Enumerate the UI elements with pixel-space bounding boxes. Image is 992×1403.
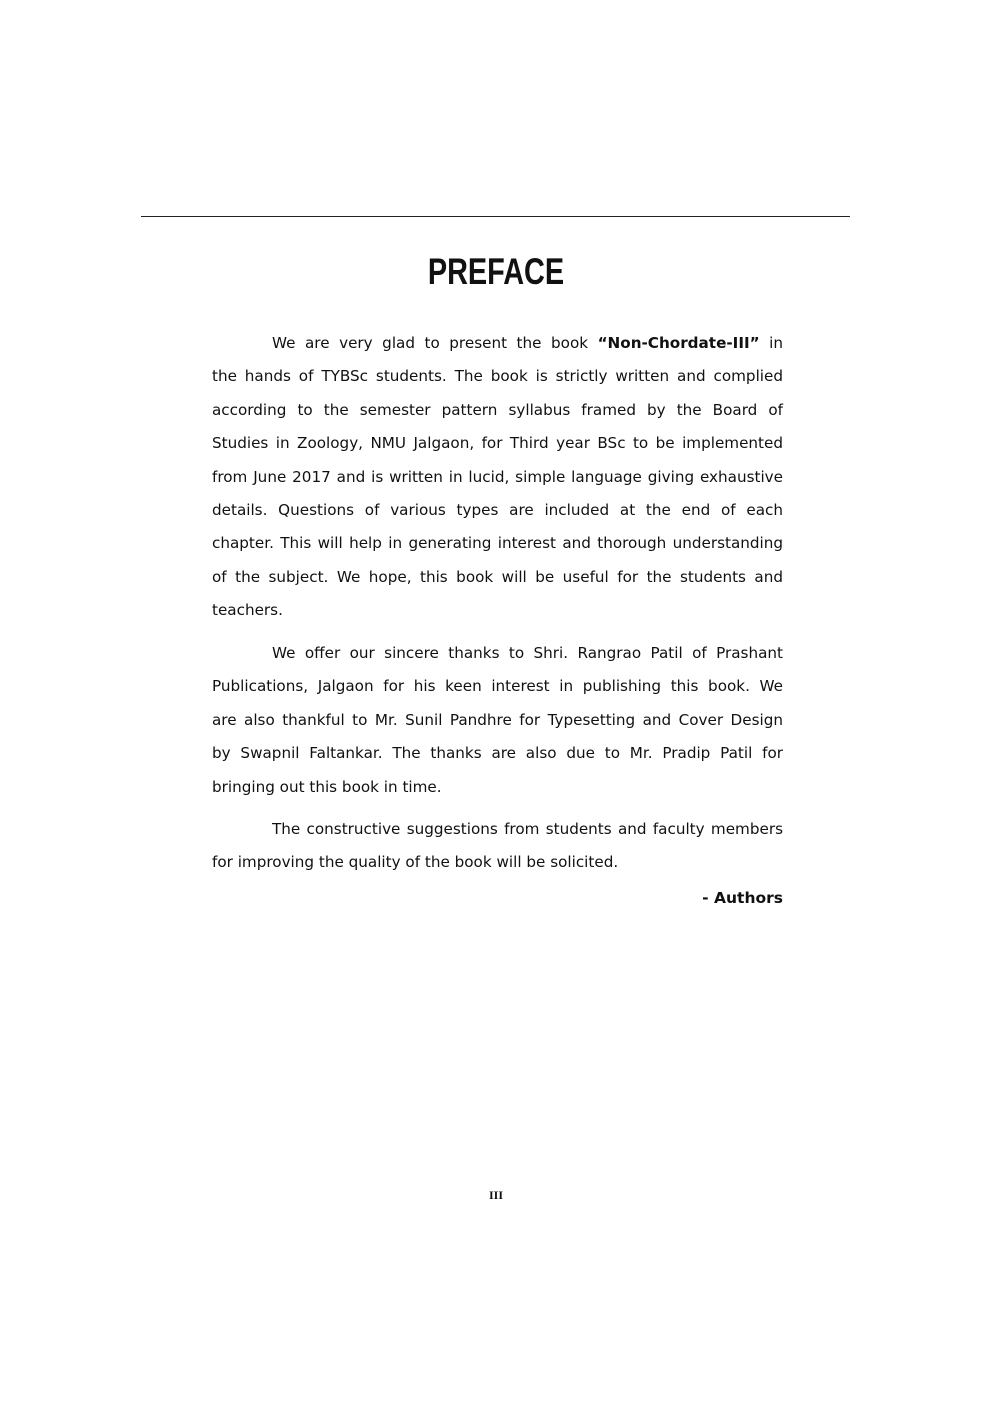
page-title: PREFACE <box>427 251 565 292</box>
header-rule <box>141 216 850 217</box>
text-line: of the subject. We hope, this book will be useful for the students and <box>212 567 783 586</box>
signature: - Authors <box>702 889 783 907</box>
text-line: The constructive suggestions from students and faculty members <box>272 820 783 838</box>
text-line: Publications, Jalgaon for his keen interest in publishing this book. We <box>212 677 783 696</box>
text-line: for improving the quality of the book will be solicited. <box>212 853 619 872</box>
text-line: the hands of TYBSc students. The book is strictly written and complied <box>212 367 783 386</box>
text-line: Studies in Zoology, NMU Jalgaon, for Third year BSc to be implemented <box>212 434 783 453</box>
paragraph-suggestions <box>212 813 783 880</box>
text-line: details. Questions of various types are included at the end of each <box>212 501 783 520</box>
text-line: We are very glad to present the book “Non-Chordate-III” in <box>272 334 783 352</box>
text-line: chapter. This will help in generating interest and thorough understanding <box>212 534 783 553</box>
text-line: We offer our sincere thanks to Shri. Rangrao Patil of Prashant <box>272 644 783 662</box>
text-line: according to the semester pattern syllabus framed by the Board of <box>212 400 783 419</box>
text-line: bringing out this book in time. <box>212 777 442 796</box>
text-line: are also thankful to Mr. Sunil Pandhre for Typesetting and Cover Design <box>212 710 783 729</box>
book-title: “Non-Chordate-III” <box>597 334 760 352</box>
text-line: teachers. <box>212 601 283 620</box>
paragraph-intro <box>212 327 783 628</box>
paragraph-thanks <box>212 637 783 804</box>
text-line: from June 2017 and is written in lucid, simple language giving exhaustive <box>212 467 783 486</box>
text-line: by Swapnil Faltankar. The thanks are also due to Mr. Pradip Patil for <box>212 744 783 763</box>
page-number: III <box>488 1188 503 1202</box>
